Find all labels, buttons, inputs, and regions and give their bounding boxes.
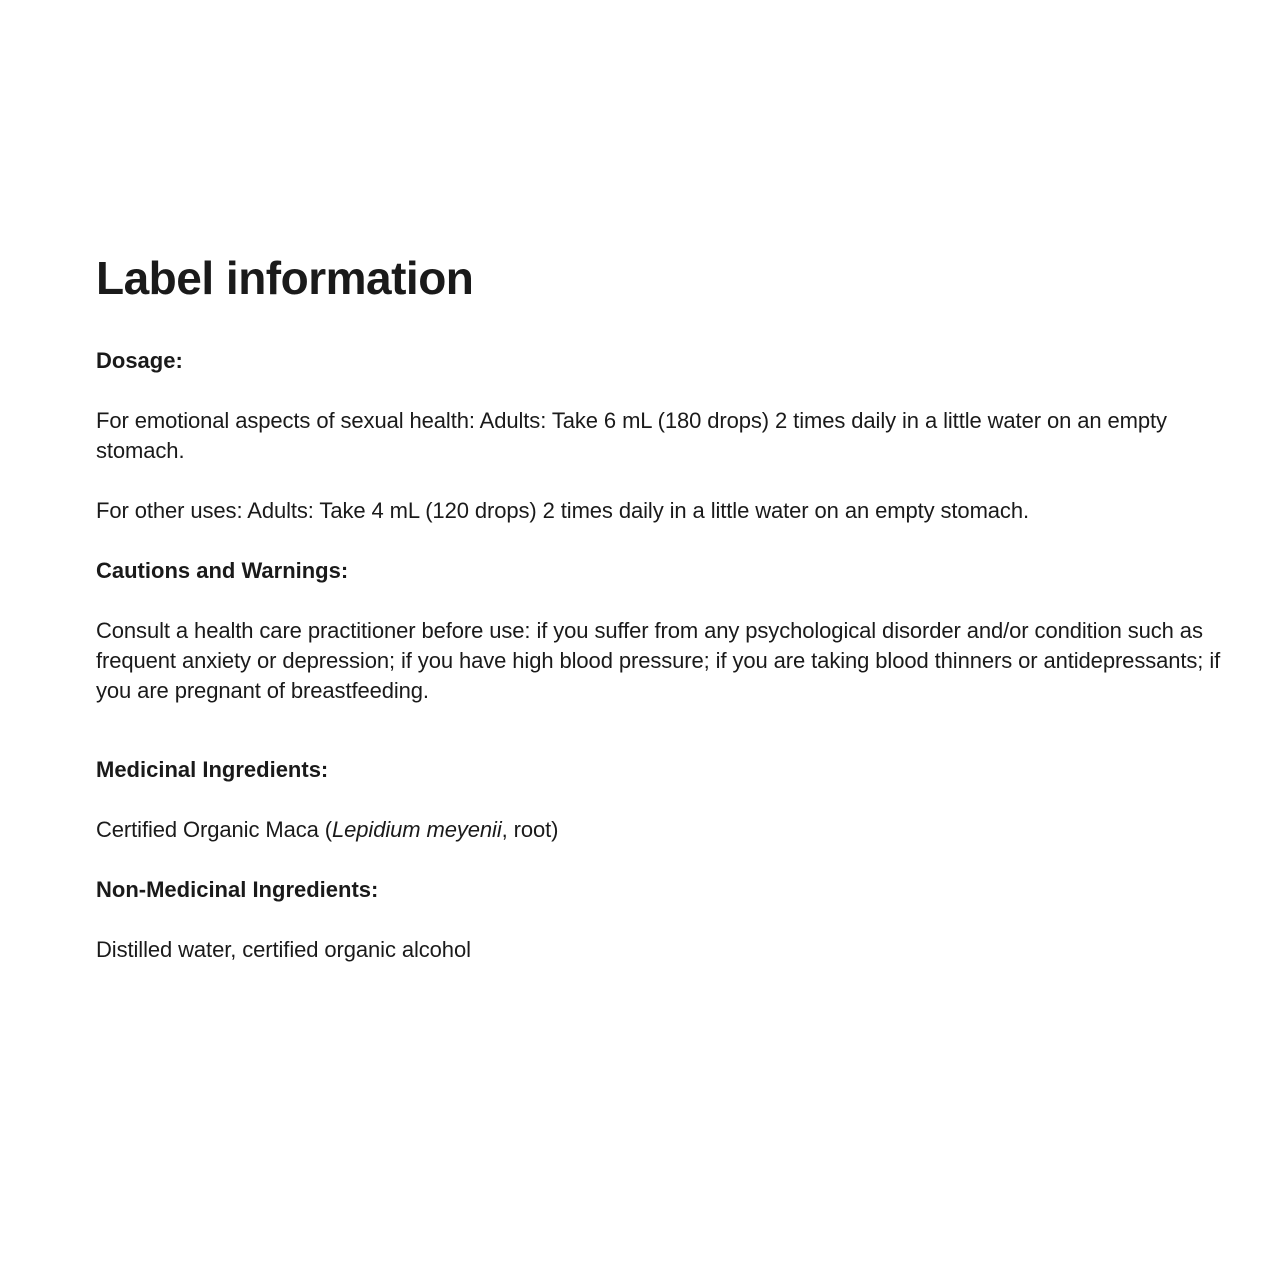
non-medicinal-ingredients-heading: Non-Medicinal Ingredients: (96, 877, 379, 902)
latin-name: Lepidium meyenii (332, 817, 502, 842)
medicinal-suffix: , root) (501, 817, 559, 842)
dosage-heading: Dosage: (96, 348, 183, 373)
medicinal-ingredients-text (96, 815, 1226, 845)
dosage-paragraph-emotional: For emotional aspects of sexual health: Adults: Take 6 mL (180 drops) 2 times daily in a little water on an empty stomach. (96, 408, 1167, 463)
cautions-section (96, 556, 1226, 706)
cautions-heading: Cautions and Warnings: (96, 558, 349, 583)
page-title: Label information (96, 252, 474, 304)
cautions-paragraph: Consult a health care practitioner before use: if you suffer from any psychological disorder and/or condition such as frequent anxiety or depression; if you have high blood pressure; if you are taking blood thinners or antidepressants; if you are pregnant of breastfeeding. (96, 618, 1221, 703)
medicinal-prefix: Certified Organic Maca ( (96, 817, 333, 842)
dosage-section (96, 346, 1226, 526)
label-information-document (96, 250, 1226, 965)
non-medicinal-ingredients-section (96, 875, 1226, 965)
medicinal-ingredients-section (96, 755, 1226, 845)
dosage-paragraph-other: For other uses: Adults: Take 4 mL (120 drops) 2 times daily in a little water on an empty stomach. (96, 498, 1029, 523)
medicinal-ingredients-heading: Medicinal Ingredients: (96, 757, 329, 782)
non-medicinal-ingredients-text: Distilled water, certified organic alcohol (96, 937, 471, 962)
